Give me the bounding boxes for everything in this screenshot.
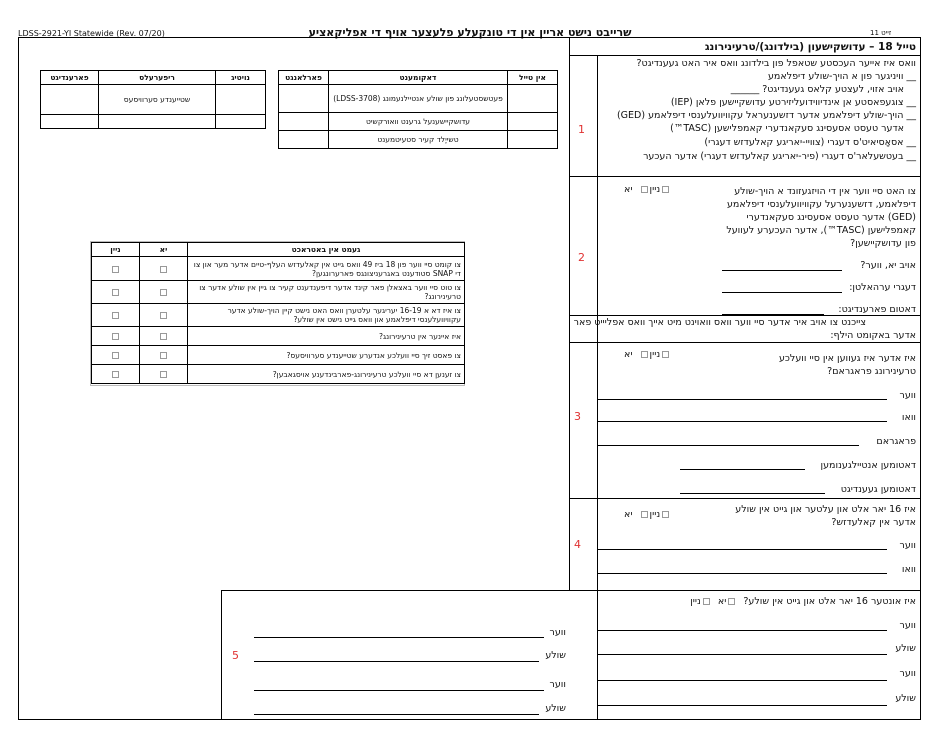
q2-line-4: פון עדושקיישען? — [850, 238, 916, 249]
q2-date-label: דאטום פארענדיגט: — [838, 304, 916, 315]
q4-line-0: איז 16 יאר אלט און עלטער און גייט אין שולע — [735, 504, 916, 515]
q2-no-label: ניין — [649, 184, 661, 195]
q5-no-label: ניין — [690, 596, 701, 607]
q3-no-label: ניין — [649, 349, 661, 360]
note-line-1: צייכנט צו אויב איר אדער סיי ווער וואס וואוינט מיט אייך וואס אפליייט פאר — [573, 317, 866, 328]
considerations-header-consider: געמט אין באטראכט — [188, 243, 465, 257]
question-number-3: 3 — [574, 410, 581, 423]
considerations-row-5: צו זענען דא סיי וועלכע טרעינירונג-פארבינדענע אויסגאבען? — [188, 365, 465, 384]
considerations-no-checkbox[interactable] — [112, 371, 119, 378]
referrals-table — [40, 70, 266, 129]
documents-cell-required[interactable] — [279, 85, 329, 113]
considerations-row-3: איז איינער אין טרעינירונג? — [188, 327, 465, 346]
documents-row-0: פעטשסטעלונג פון שולע אנטיילנעמונג (LDSS-3708) — [329, 85, 508, 113]
considerations-no-cell[interactable] — [92, 304, 140, 327]
q2-degree-field[interactable] — [722, 292, 842, 293]
q4-line-1: אדער אין קאלעדזש? — [831, 517, 916, 528]
q4-yes-label: יא — [624, 509, 633, 520]
bottom-left-divider — [221, 590, 222, 720]
section-title: טייל 18 – עדושקישעון (בילדונג)/טרעינירונג — [704, 41, 916, 53]
q5-no-checkbox[interactable] — [703, 598, 710, 605]
q1-line-7: __ בעטשעלאר'ס דעגרי (פיר-יאריגע קאלעדזש דעגרי) אדער העכער — [643, 151, 916, 162]
considerations-row-2: צו איז דא א 16-19 יעריגער עלטערן וואס האט נישט קיין הויך-שולע אדער עקוויוועלענסי דיפלאמע און וואס גייט נישט אין שולע? — [188, 304, 465, 327]
documents-row-2: טשייֶלד קעיר סטעיטמענט — [329, 131, 508, 149]
considerations-yes-checkbox[interactable] — [160, 266, 167, 273]
documents-cell-in-part[interactable] — [508, 85, 558, 113]
q3-start-date-field[interactable] — [680, 469, 805, 470]
documents-row-1: עדושקיישענעל גרענט וואוּרקשיט — [329, 113, 508, 131]
q3-who-label: ווער — [899, 390, 916, 401]
considerations-yes-checkbox[interactable] — [160, 289, 167, 296]
row-divider-5 — [221, 590, 921, 591]
q2-line-1: דיפלאמע, דזשענערעל עקוויוועלענסי דיפלאמע — [726, 199, 916, 210]
q2-line-0: צו האט סיי ווער אין די הויזגעזונד א הויך-שולע — [734, 186, 916, 197]
referrals-header-referrals: ריפערעלס — [99, 71, 216, 85]
q4-who-label: ווער — [899, 540, 916, 551]
documents-header-required: פארלאנגט — [279, 71, 329, 85]
q5-who-field-2[interactable] — [597, 680, 887, 681]
considerations-no-cell[interactable] — [92, 281, 140, 304]
documents-cell-required[interactable] — [279, 113, 329, 131]
q5-who-field-1[interactable] — [597, 630, 887, 631]
q3-where-label: וואו — [901, 412, 916, 423]
documents-cell-in-part[interactable] — [508, 113, 558, 131]
q3-end-date-field[interactable] — [680, 493, 825, 494]
considerations-table — [91, 242, 465, 384]
q1-line-5: אדער טעסט אסעסינג סעקאנדערי קאמפלישען (TASC™) — [670, 123, 904, 134]
q3-where-field[interactable] — [597, 421, 887, 422]
documents-cell-in-part[interactable] — [508, 131, 558, 149]
right-column-divider — [569, 37, 570, 590]
form-id: LDSS-2921-YI Statewide (Rev. 07/20) — [18, 29, 165, 38]
q4-no-label: ניין — [649, 509, 661, 520]
q2-date-field[interactable] — [722, 314, 824, 315]
q1-line-6: __ אסאָסיאיט'ס דעגרי (צוויי-יאריגע קאלעדזש דעגרי) — [704, 137, 916, 148]
considerations-yes-cell[interactable] — [140, 327, 188, 346]
q2-degree-label: דעגרי ערהאלטן: — [849, 282, 916, 293]
considerations-no-checkbox[interactable] — [112, 266, 119, 273]
q1-line-3: __ צוגעפאסטע אן אינדיווידועליזירטע עדושקיישען פלאן (IEP) — [670, 97, 916, 108]
considerations-yes-cell[interactable] — [140, 365, 188, 384]
q3-end-date-label: דאטומען געענדיגט — [840, 484, 916, 495]
q5-who-label-1: ווער — [899, 620, 916, 631]
q3-program-field[interactable] — [597, 445, 859, 446]
q4-where-label: וואו — [901, 564, 916, 575]
q5-who-field-3[interactable] — [254, 637, 544, 638]
considerations-header-yes: יא — [140, 243, 188, 257]
q5-school-label-3: שולע — [545, 650, 566, 661]
question-number-1: 1 — [578, 123, 585, 136]
q2-line-2: (GED) אדער טעסט אסעסינג סעקאנדערי — [746, 212, 916, 223]
q5-question-text: איז אונטער 16 יאר אלט און גייט אין שולע? — [743, 596, 916, 607]
q3-line-1: טרעינירונג פראגראם? — [827, 366, 916, 377]
q4-yes-checkbox[interactable] — [662, 511, 669, 518]
considerations-yes-cell[interactable] — [140, 281, 188, 304]
considerations-no-cell[interactable] — [92, 365, 140, 384]
q2-if-yes-label: אויב יא, ווער? — [860, 260, 916, 271]
considerations-yes-checkbox[interactable] — [160, 371, 167, 378]
considerations-yes-cell[interactable] — [140, 304, 188, 327]
q3-line-0: איז אדער איז געווען אין סיי וועלכע — [778, 353, 916, 364]
documents-cell-required[interactable] — [279, 131, 329, 149]
q5-who-label-2: ווער — [899, 668, 916, 679]
considerations-no-cell[interactable] — [92, 327, 140, 346]
q1-line-2: אויב אזוי, לעצטע קלאס געענדיגט? ______ — [730, 84, 904, 95]
q4-yes-no — [624, 509, 671, 520]
note-line-2: אדער באקומט הילף: — [830, 330, 916, 341]
q5-school-field-3[interactable] — [254, 661, 539, 662]
q5-school-field-1[interactable] — [597, 654, 887, 655]
q3-no-checkbox[interactable] — [641, 351, 648, 358]
q5-school-field-4[interactable] — [254, 714, 539, 715]
q1-line-1: __ וויניגער פון א הויך-שולע דיפלאמע — [767, 71, 916, 82]
considerations-no-cell[interactable] — [92, 257, 140, 281]
q3-program-label: פראגראם — [876, 436, 916, 447]
question-number-5: 5 — [232, 649, 239, 662]
q3-yes-label: יא — [624, 349, 633, 360]
considerations-no-checkbox[interactable] — [112, 333, 119, 340]
considerations-row-4: צו פאסט זיך סיי וועלכע אנדערע שטייענדע סערוויסעס? — [188, 346, 465, 365]
q5-school-label-2: שולע — [895, 693, 916, 704]
section-title-rule — [569, 55, 921, 56]
considerations-row-1: צו טוט סיי ווער באצאלן פאר קינד אדער דיפענדענט קעיר צו גיין אין שולע אדער צו טרעינירונג? — [188, 281, 465, 304]
referrals-cell[interactable] — [216, 115, 266, 129]
q5-who-label-3: ווער — [549, 627, 566, 638]
number-column-divider — [597, 55, 598, 720]
row-divider-2 — [569, 315, 921, 316]
question-number-2: 2 — [578, 251, 585, 264]
q5-yes-checkbox[interactable] — [728, 598, 735, 605]
q4-who-field[interactable] — [597, 549, 887, 550]
question-number-4: 4 — [574, 538, 581, 551]
considerations-no-checkbox[interactable] — [112, 352, 119, 359]
row-divider-4 — [569, 498, 921, 499]
considerations-header-no: ניין — [92, 243, 140, 257]
row-divider-1 — [569, 176, 921, 177]
q5-who-field-4[interactable] — [254, 690, 544, 691]
considerations-yes-cell[interactable] — [140, 346, 188, 365]
q2-yes-label: יא — [624, 184, 633, 195]
q5-school-label-1: שולע — [895, 643, 916, 654]
referrals-cell[interactable] — [41, 115, 99, 129]
considerations-yes-cell[interactable] — [140, 257, 188, 281]
q4-where-field[interactable] — [597, 573, 887, 574]
q5-school-label-4: שולע — [545, 703, 566, 714]
q2-no-checkbox[interactable] — [641, 186, 648, 193]
considerations-yes-checkbox[interactable] — [160, 352, 167, 359]
q1-line-4: __ הויך-שולע דיפלאמע אדער דזשענעראל עקוויוועלענסי דיפלאמע (GED) — [616, 110, 916, 121]
considerations-no-checkbox[interactable] — [112, 289, 119, 296]
q1-line-0: וואס איז אייער העכסטע שטאפל פון בילדונג וואס איר האט געענדיגט? — [636, 58, 916, 69]
q5-who-label-4: ווער — [549, 679, 566, 690]
referrals-cell[interactable] — [216, 85, 266, 115]
documents-header-document: דאקומענט — [329, 71, 508, 85]
page-title: שרייבט נישט אריין אין די טונקעלע פלעצער אויף די אפליקאציע — [308, 26, 632, 39]
q2-yes-checkbox[interactable] — [662, 186, 669, 193]
referrals-cell[interactable] — [99, 115, 216, 129]
q3-yes-no — [624, 349, 671, 360]
referrals-cell[interactable] — [41, 85, 99, 115]
q5-question — [690, 596, 916, 607]
q3-who-field[interactable] — [597, 399, 887, 400]
q5-yes-label: יא — [717, 596, 727, 607]
referrals-header-finished: פארענדיגט — [41, 71, 99, 85]
considerations-yes-checkbox[interactable] — [160, 333, 167, 340]
documents-table — [278, 70, 558, 149]
row-divider-3 — [569, 342, 921, 343]
referrals-header-needed: נויטיג — [216, 71, 266, 85]
q3-yes-checkbox[interactable] — [662, 351, 669, 358]
considerations-yes-checkbox[interactable] — [160, 312, 167, 319]
q5-school-field-2[interactable] — [597, 705, 887, 706]
q2-who-field[interactable] — [722, 270, 842, 271]
referrals-standing-services: שטייענדע סערוויסעס — [99, 85, 216, 115]
considerations-row-0: צו קומט סיי ווער פון 18 ביז 49 וואס גייט אין קאלעדזש העלף-טיים אדער מער און צו די SNAP סטודענט באגרעניצונגס פארערונגען? — [188, 257, 465, 281]
page-number: זייט 11 — [870, 29, 892, 37]
documents-header-in-part: אין טייל — [508, 71, 558, 85]
considerations-no-cell[interactable] — [92, 346, 140, 365]
q2-yes-no — [624, 184, 671, 195]
q4-no-checkbox[interactable] — [641, 511, 648, 518]
q2-line-3: קאמפלישען (TASC™), אדער העכערע לעוועל — [726, 225, 916, 236]
q3-start-date-label: דאטומען אנטיילגענומען — [820, 460, 916, 471]
considerations-no-checkbox[interactable] — [112, 312, 119, 319]
